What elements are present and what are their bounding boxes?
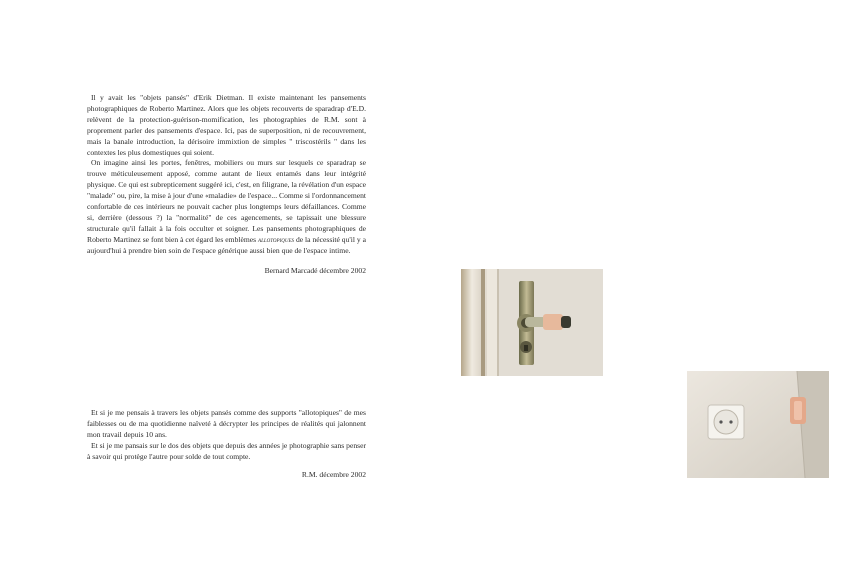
essay-paragraph-1: Il y avait les "objets pansés" d'Erik Dietman. Il existe maintenant les pansements photographiques de Roberto Martinez. Alors que les objets recouverts de sparadrap d'E.D. relèvent de la protection-guérison-momification, les photographies de R.M. sont à proprement parler des pansements d'espace. Ici, pas de superposition, ni de recouvrement, mais la banale introduction, la dérisoire immixtion de simples " triscostérils " dans les contextes les plus domestiques qui soient. [87, 93, 366, 157]
essay-paragraph-2: On imagine ainsi les portes, fenêtres, mobiliers ou murs sur lesquels ce sparadrap se trouve méticuleusement apposé, comme autant de lieux entamés dans leur intégrité physique. Ce qui est subrepticement suggéré ici, c'est, en filigrane, la révélation d'un espace "malade" ou, pire, la mise à jour d'une «maladie» de l'espace... Comme si l'ordonnancement confortable de ces intérieurs ne pouvait cacher plus longtemps leurs défaillances. Comme si, derrière (dessous ?) la "normalité" de ces agencements, se tapissait une blessure structurale qu'il fallait à la fois occulter et soigner. Les pansements photographiques de Roberto Martinez se font bien à cet égard les emblèmes [87, 158, 366, 244]
essay-text [87, 93, 366, 257]
statement-paragraph-1: Et si je me pensais à travers les objets pansés comme des supports "allotopiques" de mes faiblesses ou de ma quotidienne naïveté à décrypter les principes de réalités qui jalonnent mon travail depuis 10 ans. [87, 408, 366, 439]
essay-emphasis: allotopiques [258, 234, 295, 244]
photo-door-handle [461, 269, 603, 376]
statement-text [87, 408, 366, 463]
statement-signature: R.M. décembre 2002 [301, 470, 366, 479]
essay-signature: Bernard Marcadé décembre 2002 [264, 266, 366, 275]
statement-paragraph-2: Et si je me pansais sur le dos des objets que depuis des années je photographie sans penser à savoir qui protège l'autre pour solde de tout compte. [87, 440, 366, 461]
essay-paragraph-2-end: de la nécessité qu'il y a aujourd'hui à prendre bien soin de l'espace générique aussi bien que de l'espace intime. [87, 234, 366, 255]
photo-wall-socket [687, 371, 829, 478]
